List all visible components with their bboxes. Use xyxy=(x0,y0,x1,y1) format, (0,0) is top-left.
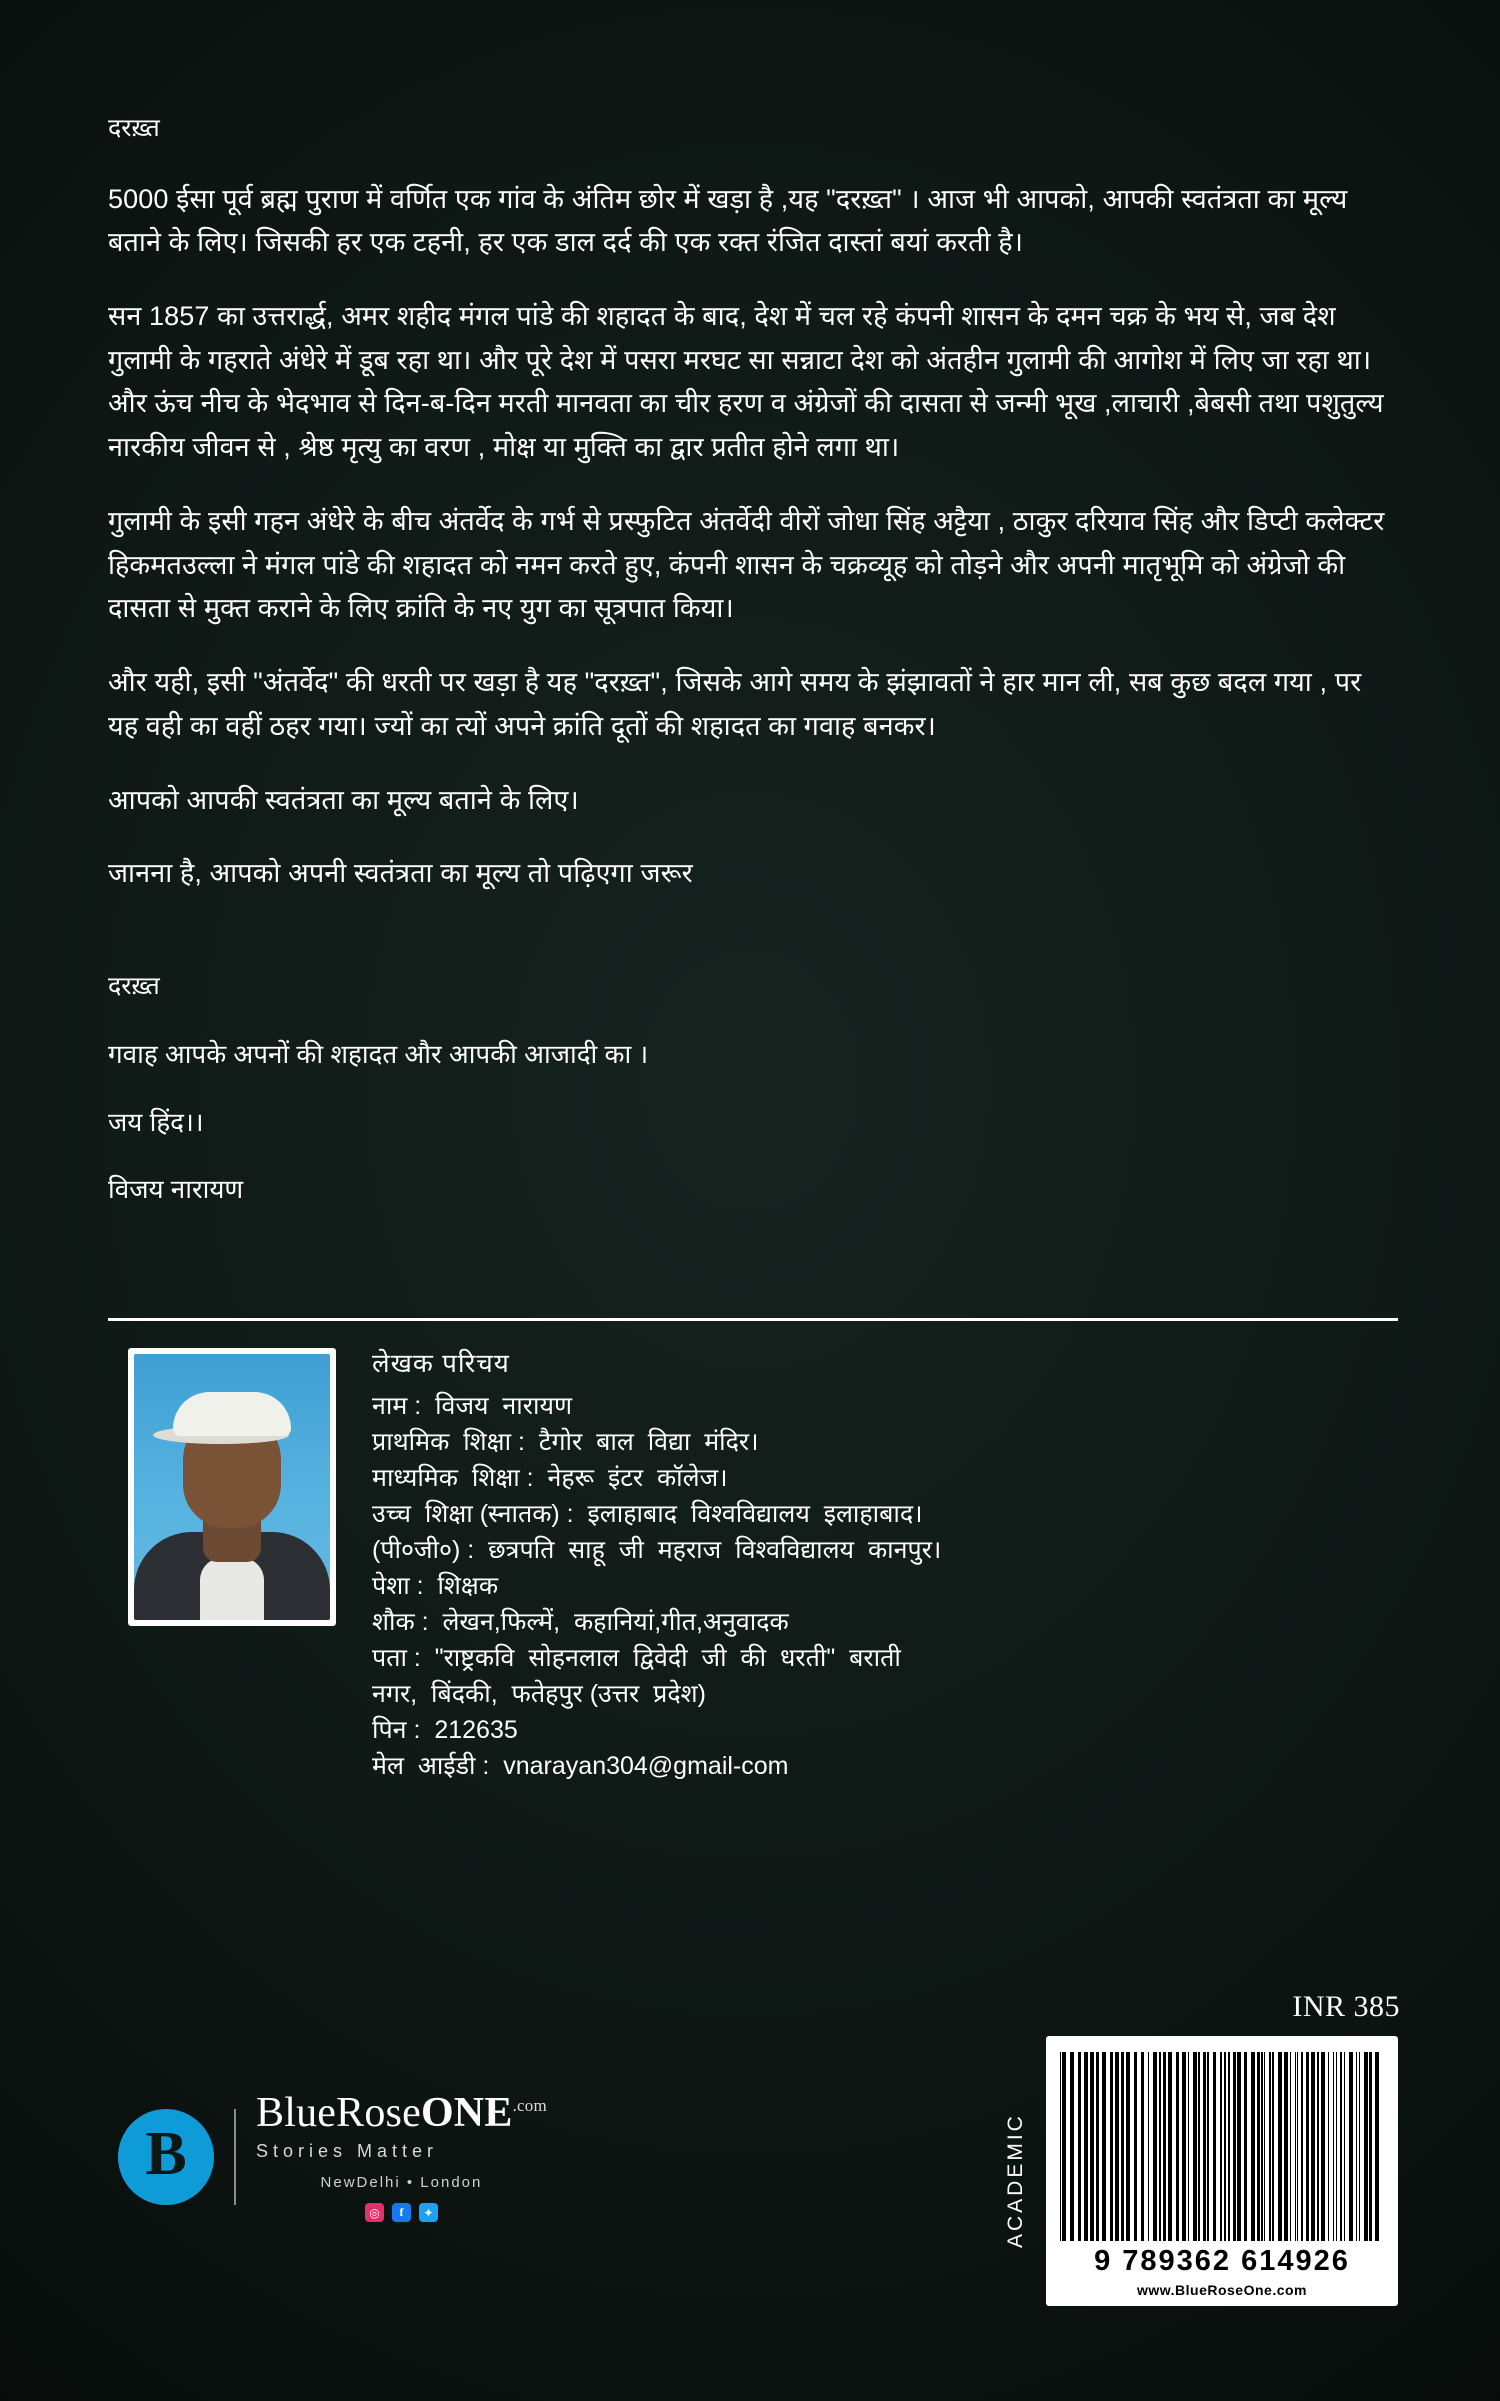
barcode-url: www.BlueRoseOne.com xyxy=(1136,2282,1307,2298)
closing-line-2: जय हिंद।। xyxy=(108,1106,204,1137)
publisher-logo-mark xyxy=(118,2109,214,2205)
publisher-name-suffix: .com xyxy=(512,2096,547,2115)
publisher-logo xyxy=(118,2092,547,2222)
logo-divider xyxy=(234,2109,236,2205)
publisher-name xyxy=(256,2092,547,2134)
blurb-section xyxy=(108,110,1398,1237)
social-links xyxy=(256,2203,547,2222)
section-divider xyxy=(108,1318,1398,1321)
publisher-tagline: Stories Matter xyxy=(256,2141,439,2161)
author-profile-heading: लेखक परिचय xyxy=(372,1348,510,1378)
price-label: INR 385 xyxy=(1292,1990,1400,2023)
blurb-paragraph-2: सन 1857 का उत्तरार्द्ध, अमर शहीद मंगल पांडे की शहादत के बाद, देश में चल रहे कंपनी शासन के दमन चक्र के भय से, जब देश गुलामी के गहराते अंधेरे में डूब रहा था। और पूरे देश में पसरा मरघट सा सन्नाटा देश को अंतहीन गुलामी की आगोश में लिए जा रहा था। और ऊंच नीच के भेदभाव से दिन-ब-दिन मरती मानवता का चीर हरण व अंग्रेजों की दासता से जन्मी भूख ,लाचारी ,बेबसी तथा पशुतुल्य नारकीय जीवन से , श्रेष्ठ मृत्यु का वरण , मोक्ष या मुक्ति का द्वार प्रतीत होने लगा था। xyxy=(108,300,1384,463)
author-signature: विजय नारायण xyxy=(108,1174,244,1205)
author-field-profession: पेशा : शिक्षक xyxy=(372,1572,499,1600)
author-field-name: नाम : विजय नारायण xyxy=(372,1392,573,1420)
category-label: ACADEMIC xyxy=(1004,2113,1027,2248)
blurb-title: दरख़्त xyxy=(108,114,160,142)
blurb-paragraph-3: गुलामी के इसी गहन अंधेरे के बीच अंतर्वेद के गर्भ से प्रस्फुटित अंतर्वेदी वीरों जोधा सिंह अट्टैया , ठाकुर दरियाव सिंह और डिप्टी कलेक्टर हिकमतउल्ला ने मंगल पांडे की शहादत को नमन करते हुए, कंपनी शासन के चक्रव्यूह को तोड़ने और अपनी मातृभूमि को अंग्रेजो की दासता से मुक्त कराने के लिए क्रांति के नए युग का सूत्रपात किया। xyxy=(108,505,1385,624)
closing-title: दरख़्त xyxy=(108,972,160,1001)
author-field-primary-education: प्राथमिक शिक्षा : टैगोर बाल विद्या मंदिर। xyxy=(372,1428,759,1456)
author-field-address-line-2: नगर, बिंदकी, फतेहपुर (उत्तर प्रदेश) xyxy=(372,1680,706,1708)
instagram-icon[interactable]: ◎ xyxy=(365,2203,384,2222)
author-field-higher-education: उच्च शिक्षा (स्नातक) : इलाहाबाद विश्वविद्यालय इलाहाबाद। xyxy=(372,1500,923,1528)
blurb-paragraph-5: आपको आपकी स्वतंत्रता का मूल्य बताने के लिए। xyxy=(108,784,579,815)
author-details xyxy=(372,1340,941,1784)
author-portrait xyxy=(134,1354,330,1620)
closing-block xyxy=(108,968,1398,1211)
author-photo-frame xyxy=(128,1348,336,1626)
barcode xyxy=(1046,2036,1398,2306)
author-field-address-line-1: पता : "राष्ट्रकवि सोहनलाल द्विवेदी जी की धरती" बराती xyxy=(372,1644,901,1672)
barcode-number: 9 789362 614926 xyxy=(1094,2245,1350,2277)
publisher-logo-letter: B xyxy=(145,2119,187,2188)
author-field-email: मेल आईडी : vnarayan304@gmail-com xyxy=(372,1752,789,1780)
author-field-postgraduate: (पी०जी०) : छत्रपति साहू जी महराज विश्वविद्यालय कानपुर। xyxy=(372,1536,942,1564)
author-field-hobbies: शौक : लेखन,फिल्में, कहानियां,गीत,अनुवादक xyxy=(372,1608,789,1636)
blurb-paragraph-4: और यही, इसी "अंतर्वेद" की धरती पर खड़ा है यह "दरख़्त", जिसके आगे समय के झंझावतों ने हार मान ली, सब कुछ बदल गया , पर यह वही का वहीं ठहर गया। ज्यों का त्यों अपने क्रांति दूतों की शहादत का गवाह बनकर। xyxy=(108,667,1362,741)
author-field-pin: पिन : 212635 xyxy=(372,1716,518,1744)
twitter-icon[interactable]: ✦ xyxy=(419,2203,438,2222)
blurb-paragraph-1: 5000 ईसा पूर्व ब्रह्म पुराण में वर्णित एक गांव के अंतिम छोर में खड़ा है ,यह "दरख़्त" । आज भी आपको, आपकी स्वतंत्रता का मूल्य बताने के लिए। जिसकी हर एक टहनी, हर एक डाल दर्द की एक रक्त रंजित दास्तां बयां करती है। xyxy=(108,183,1348,258)
publisher-name-part2: ONE xyxy=(420,2090,513,2136)
publisher-text-block xyxy=(256,2092,547,2222)
blurb-paragraph-6: जानना है, आपको अपनी स्वतंत्रता का मूल्य तो पढ़िएगा जरूर xyxy=(108,858,693,889)
facebook-icon[interactable]: f xyxy=(392,2203,411,2222)
barcode-bars xyxy=(1060,2052,1384,2241)
publisher-cities: NewDelhi • London xyxy=(320,2174,483,2191)
publisher-name-part1: BlueRose xyxy=(256,2090,421,2136)
author-field-secondary-education: माध्यमिक शिक्षा : नेहरू इंटर कॉलेज। xyxy=(372,1464,728,1492)
closing-line-1: गवाह आपके अपनों की शहादत और आपकी आजादी का । xyxy=(108,1039,649,1070)
author-profile-section xyxy=(108,1340,1398,1784)
